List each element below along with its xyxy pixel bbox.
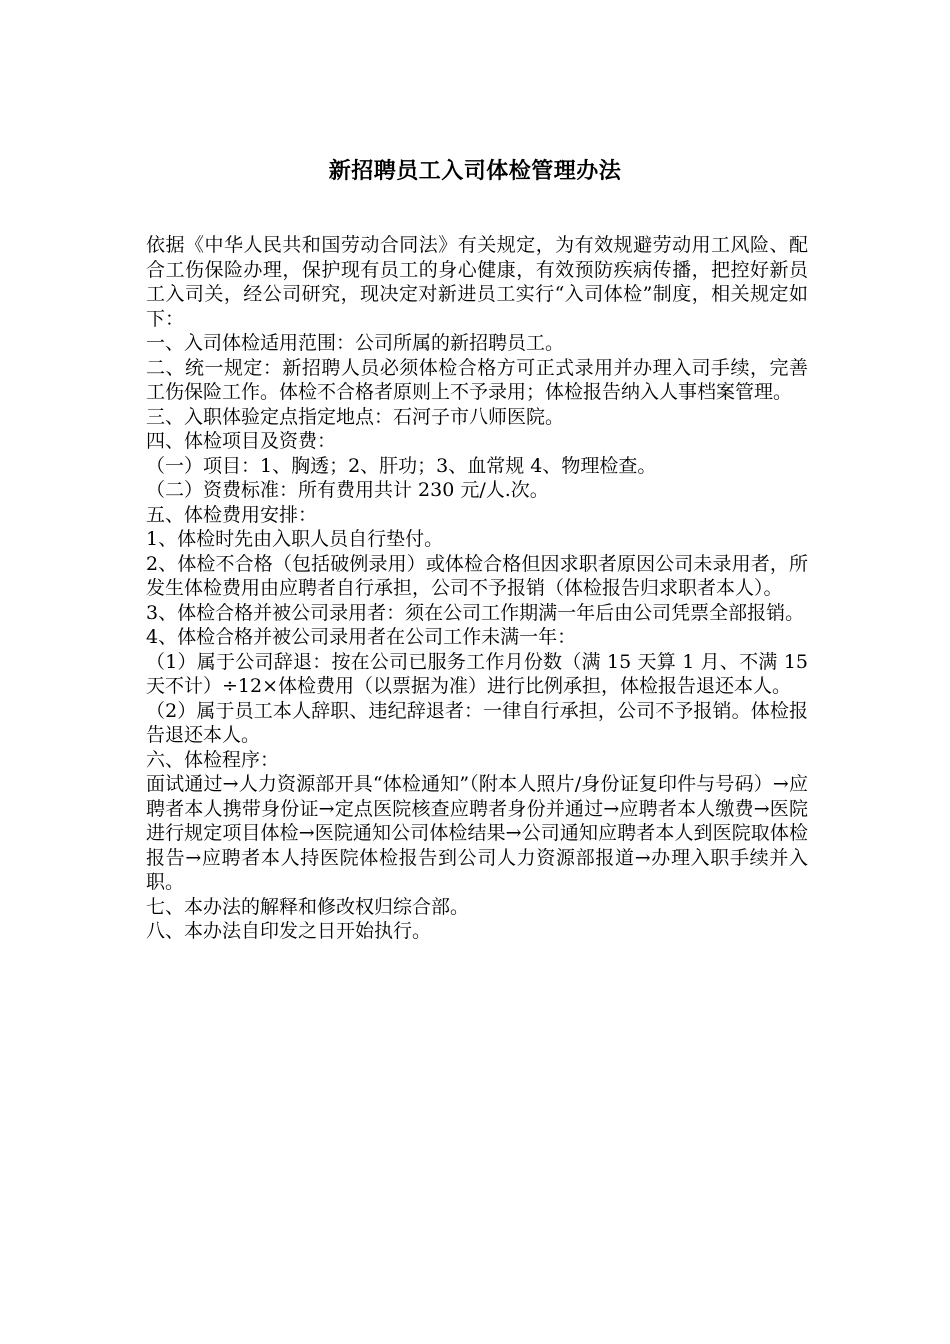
section-5-item-2: 2、体检不合格（包括破例录用）或体检合格但因求职者原因公司未录用者，所发生体检费用由应聘者自行承担，公司不予报销（体检报告归求职者本人）。	[146, 552, 808, 599]
document-title: 新招聘员工入司体检管理办法	[328, 158, 622, 184]
section-5-item-4-2: （2）属于员工本人辞职、违纪辞退者：一律自行承担，公司不予报销。体检报告退还本人。	[146, 699, 808, 746]
intro-paragraph: 依据《中华人民共和国劳动合同法》有关规定，为有效规避劳动用工风险、配合工伤保险办理，保护现有员工的身心健康，有效预防疾病传播，把控好新员工入司关，经公司研究，现决定对新进员工实行“入司体检”制度，相关规定如下：	[146, 234, 808, 330]
section-4-fees: （二）资费标准：所有费用共计 230 元/人.次。	[146, 479, 549, 501]
section-5-item-3: 3、体检合格并被公司录用者：须在公司工作期满一年后由公司凭票全部报销。	[146, 601, 805, 624]
section-5-heading: 五、体检费用安排：	[146, 503, 318, 526]
section-3-location: 三、入职体验定点指定地点：石河子市八师医院。	[146, 405, 565, 428]
section-2-rules: 二、统一规定：新招聘人员必须体检合格方可正式录用并办理入司手续，完善工伤保险工作。体检不合格者原则上不予录用；体检报告纳入人事档案管理。	[146, 356, 808, 403]
section-6-heading: 六、体检程序：	[146, 748, 280, 771]
section-6-procedure: 面试通过→人力资源部开具“体检通知”（附本人照片/身份证复印件与号码）→应聘者本人携带身份证→定点医院核查应聘者身份并通过→应聘者本人缴费→医院进行规定项目体检→医院通知公司体检结果→公司通知应聘者本人到医院取体检报告→应聘者本人持医院体检报告到公司人力资源部报道→办理入职手续并入职。	[146, 773, 808, 893]
section-5-item-1: 1、体检时先由入职人员自行垫付。	[146, 528, 444, 550]
section-5-item-4-1: （1）属于公司辞退：按在公司已服务工作月份数（满 15 天算 1 月、不满 15 天不计）÷12×体检费用（以票据为准）进行比例承担，体检报告退还本人。	[146, 650, 808, 697]
section-1-scope: 一、入司体检适用范围：公司所属的新招聘员工。	[146, 332, 565, 354]
section-7-interpretation: 七、本办法的解释和修改权归综合部。	[146, 895, 470, 918]
section-5-item-4: 4、体检合格并被公司录用者在公司工作未满一年：	[146, 626, 577, 648]
section-4-items: （一）项目：1、胸透；2、肝功；3、血常规 4、物理检查。	[146, 454, 657, 477]
section-8-effective: 八、本办法自印发之日开始执行。	[146, 920, 432, 942]
document-body	[146, 233, 808, 944]
section-4-heading: 四、体检项目及资费：	[146, 430, 337, 452]
